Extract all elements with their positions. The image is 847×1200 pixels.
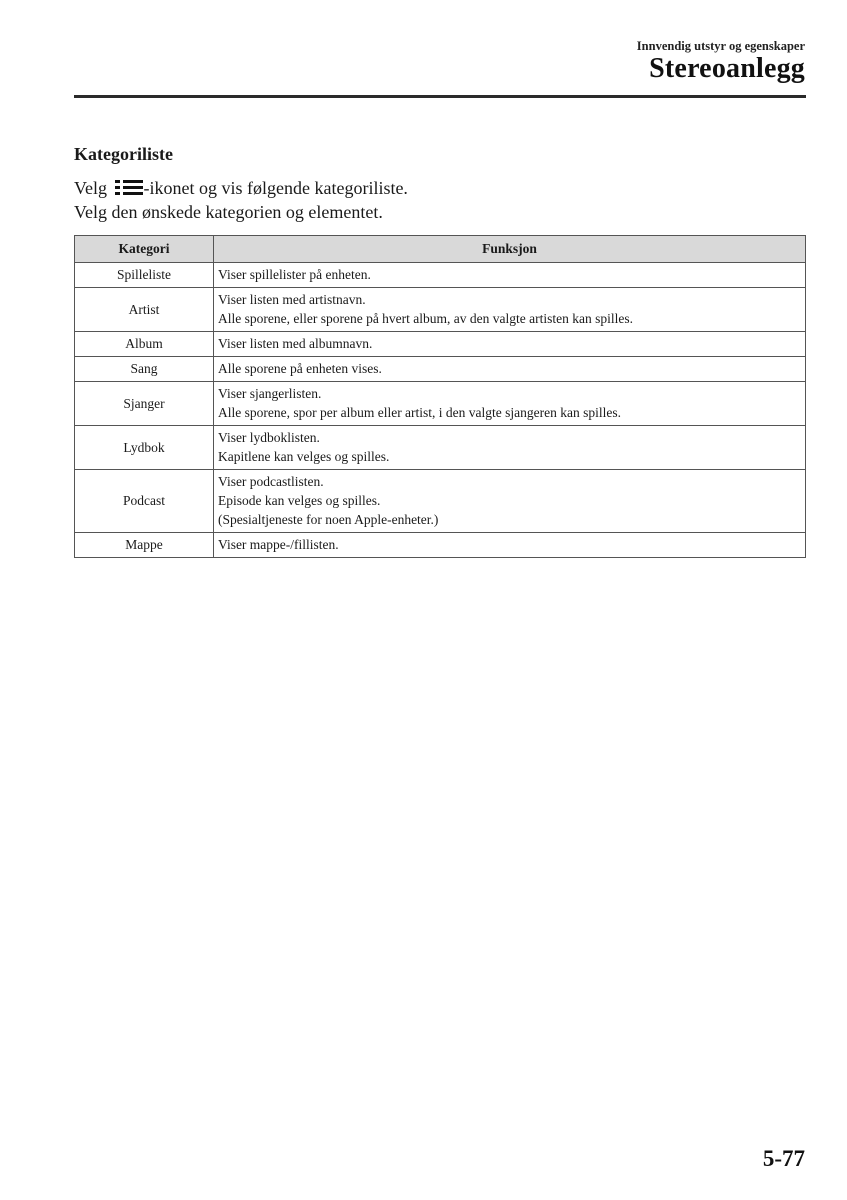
function-cell [214, 533, 806, 558]
function-line: Alle sporene, spor per album eller artist, i den valgte sjangeren kan spilles. [218, 405, 622, 420]
section-title: Kategoriliste [74, 144, 173, 164]
category-table [74, 235, 806, 558]
table-row [75, 332, 806, 357]
table-row [75, 288, 806, 332]
function-line: Viser podcastlisten. [218, 474, 324, 489]
intro-line-2: Velg den ønskede kategorien og elementet. [74, 202, 383, 222]
category-cell: Mappe [75, 533, 214, 558]
header-rule [74, 95, 806, 98]
function-line: Kapitlene kan velges og spilles. [218, 449, 390, 464]
function-cell [214, 357, 806, 382]
category-cell: Sjanger [75, 382, 214, 426]
function-cell [214, 426, 806, 470]
page-number: 5-77 [762, 1146, 805, 1171]
function-cell [214, 263, 806, 288]
function-line: (Spesialtjeneste for noen Apple-enheter.) [218, 512, 439, 527]
intro-text [74, 176, 408, 224]
category-cell: Album [75, 332, 214, 357]
function-cell [214, 332, 806, 357]
table-row [75, 533, 806, 558]
function-line: Viser spillelister på enheten. [218, 267, 371, 282]
column-header-funksjon: Funksjon [214, 236, 806, 263]
table-row [75, 263, 806, 288]
category-cell: Sang [75, 357, 214, 382]
table-row [75, 426, 806, 470]
function-line: Viser lydboklisten. [218, 430, 320, 445]
page-title: Stereoanlegg [649, 53, 805, 84]
column-header-kategori: Kategori [75, 236, 214, 263]
function-line: Viser mappe-/fillisten. [218, 537, 339, 552]
table-body [75, 263, 806, 558]
function-line: Episode kan velges og spilles. [218, 493, 381, 508]
function-line: Viser listen med artistnavn. [218, 292, 366, 307]
category-cell: Artist [75, 288, 214, 332]
category-cell: Spilleliste [75, 263, 214, 288]
category-cell: Lydbok [75, 426, 214, 470]
header-subtitle: Innvendig utstyr og egenskaper [636, 39, 805, 53]
table-header-row [75, 236, 806, 263]
function-line: Viser listen med albumnavn. [218, 336, 373, 351]
intro-line-1 [74, 176, 408, 200]
function-cell [214, 288, 806, 332]
intro-after-icon: -ikonet og vis følgende kategoriliste. [143, 178, 408, 198]
function-line: Alle sporene, eller sporene på hvert album, av den valgte artisten kan spilles. [218, 311, 633, 326]
function-line: Viser sjangerlisten. [218, 386, 322, 401]
function-cell [214, 382, 806, 426]
function-cell [214, 470, 806, 533]
category-cell: Podcast [75, 470, 214, 533]
intro-before-icon: Velg [74, 178, 112, 198]
table-row [75, 357, 806, 382]
table-row [75, 382, 806, 426]
list-menu-icon [115, 180, 143, 195]
function-line: Alle sporene på enheten vises. [218, 361, 382, 376]
table-row [75, 470, 806, 533]
